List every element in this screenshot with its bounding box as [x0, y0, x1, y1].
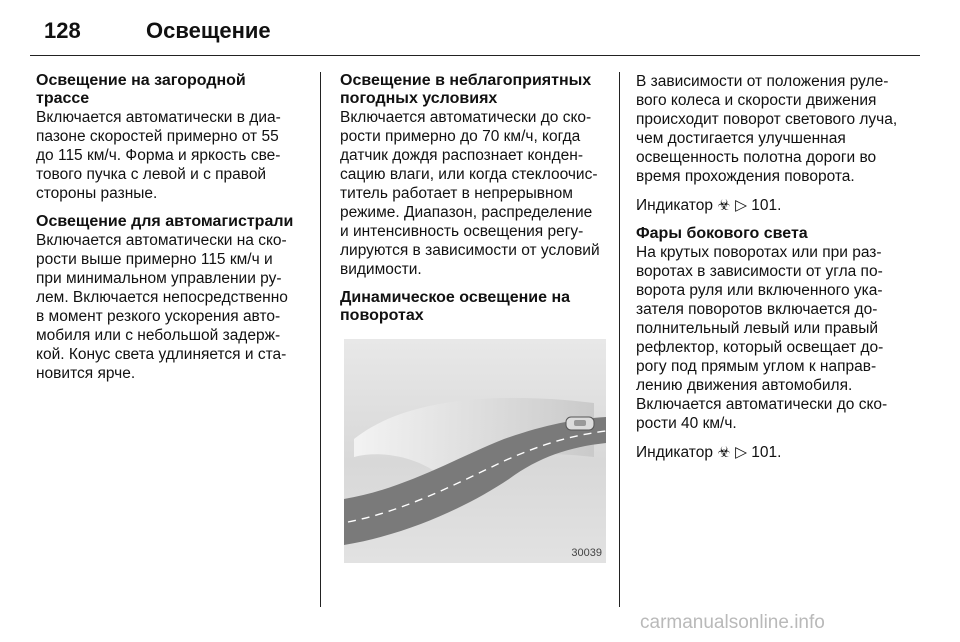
page-ref-arrow-icon: ▷	[735, 444, 747, 461]
page-ref[interactable]: 101.	[751, 197, 782, 214]
column-1	[36, 72, 300, 393]
figure-number: 30039	[571, 547, 602, 559]
section-cornering-lights	[636, 225, 904, 433]
section-curve-intro	[636, 72, 904, 186]
column-divider-1	[320, 72, 321, 607]
column-2	[340, 72, 604, 563]
page-ref-arrow-icon: ▷	[735, 197, 747, 214]
column-divider-2	[619, 72, 620, 607]
section-heading: Освещение в неблагоприятных погодных условиях	[340, 72, 592, 107]
section-body: Включается автоматически в диа- пазоне скоростей примерно от 55 до 115 км/ч. Форма и яркость све- тового пучка с левой и с правой стороны разные.	[36, 109, 281, 202]
watermark: carmanualsonline.info	[640, 612, 825, 633]
curve-lighting-illustration	[344, 339, 606, 563]
indicator-label: Индикатор	[636, 444, 713, 461]
section-body: Включается автоматически до ско- рости примерно до 70 км/ч, когда датчик дождя распознает конден- сацию влаги, или когда стеклоочис- титель работает в непрерывном режиме. Диапазон, распределение и интенсивность освещения регу- лируются в зависимости от условий видимости.	[340, 109, 600, 278]
road-curve-graphic	[344, 339, 606, 563]
section-heading: Освещение для автомагистрали	[36, 213, 294, 230]
page-title: Освещение	[146, 18, 271, 43]
indicator-label: Индикатор	[636, 197, 713, 214]
section-body: На крутых поворотах или при раз- воротах в зависимости от угла по- ворота руля или включенного ука- зателя поворотов включается до- полнительный левый или правый рефлектор, который освещает до- рогу под прямым углом к направ- лению движения автомобиля. Включается автоматически до ско- рости 40 км/ч.	[636, 244, 888, 432]
page-number: 128	[44, 18, 81, 43]
section-body: Включается автоматически на ско- рости выше примерно 115 км/ч и при минимальном управлении ру- лем. Включается непосредственно в момент резкого ускорения авто- мобиля или с небольшой задерж- кой. Конус света удлиняется и ста- новится ярче.	[36, 232, 288, 382]
indicator-reference-1	[636, 196, 904, 215]
section-motorway-lighting	[36, 213, 300, 383]
section-heading: Освещение на загородной трассе	[36, 72, 246, 107]
headlight-indicator-icon: ☣	[717, 197, 731, 214]
column-3	[636, 72, 904, 472]
section-country-road-lighting	[36, 72, 300, 203]
page-ref[interactable]: 101.	[751, 444, 782, 461]
intro-text: В зависимости от положения руле- вого колеса и скорости движения происходит поворот светового луча, чем достигается улучшенная освещенность полотна дороги во время прохождения поворота.	[636, 73, 898, 185]
header-divider	[30, 55, 920, 56]
section-heading: Фары бокового света	[636, 225, 808, 242]
section-heading: Динамическое освещение на поворотах	[340, 289, 571, 324]
section-dynamic-curve-lighting	[340, 289, 604, 325]
section-adverse-weather-lighting	[340, 72, 604, 279]
page-header	[30, 10, 930, 50]
headlight-indicator-icon: ☣	[717, 444, 731, 461]
indicator-reference-2	[636, 443, 904, 462]
